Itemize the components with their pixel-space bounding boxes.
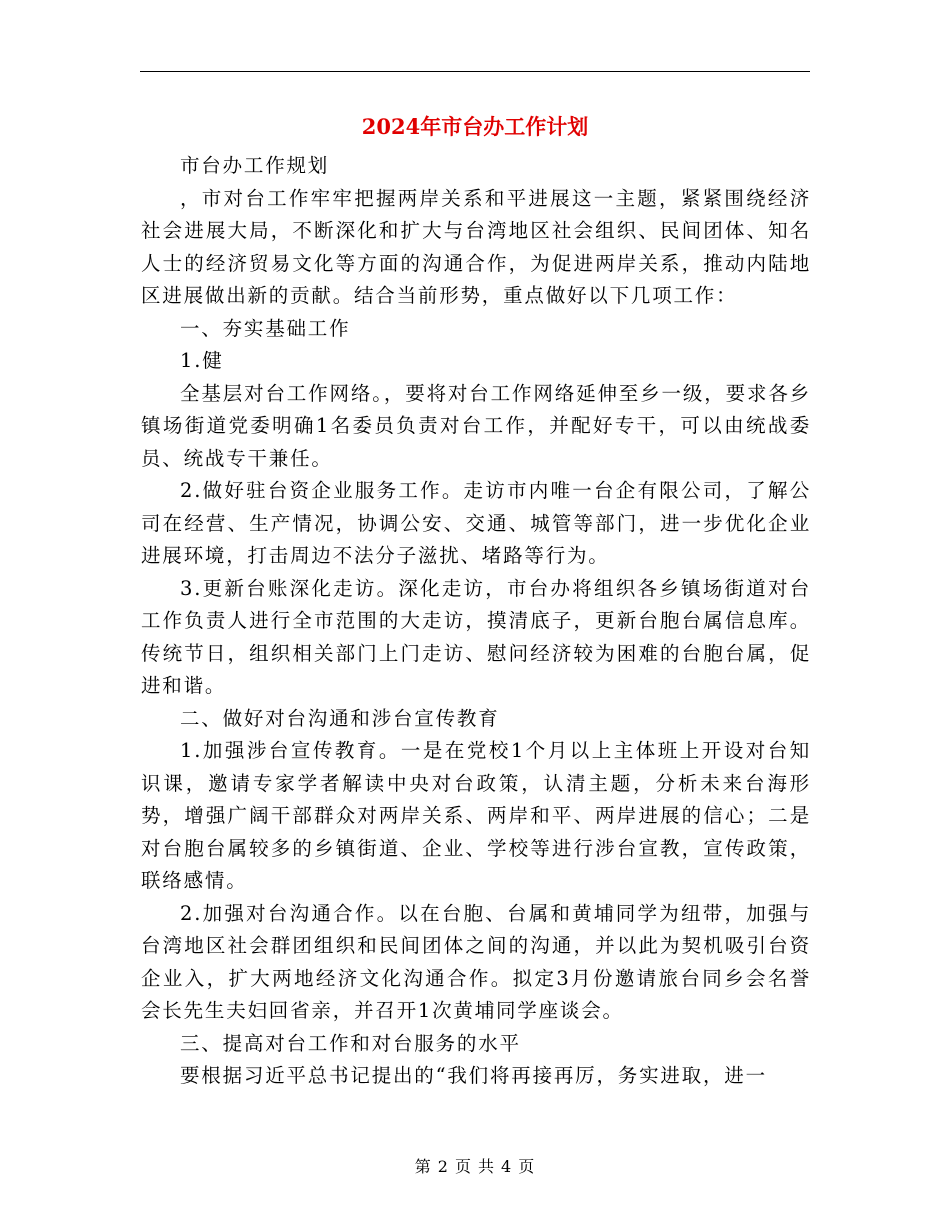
footer-middle: 页 共 [454, 1157, 496, 1176]
footer-suffix: 页 [518, 1157, 536, 1176]
body-paragraph: 全基层对台工作网络。，要将对台工作网络延伸至乡一级，要求各乡镇场街道党委明确1名委员负责对台工作，并配好专干，可以由统战委员、统战专干兼任。 [141, 381, 811, 470]
footer-prefix: 第 [414, 1157, 432, 1176]
body-paragraph: 2.加强对台沟通合作。以在台胞、台属和黄埔同学为纽带，加强与台湾地区社会群团组织和民间团体之间的沟通，并以此为契机吸引台资企业入，扩大两地经济文化沟通合作。拟定3月份邀请旅台同乡会名誉会长先生夫妇回省亲，并召开1次黄埔同学座谈会。 [141, 901, 811, 1022]
body-paragraph: 3.更新台账深化走访。深化走访，市台办将组织各乡镇场街道对台工作负责人进行全市范围的大走访，摸清底子，更新台胞台属信息库。传统节日，组织相关部门上门走访、慰问经济较为困难的台胞台属，促进和谐。 [141, 576, 811, 697]
item-heading-1-1: 1.健 [180, 349, 224, 372]
section-heading-1: 一、夯实基础工作 [180, 316, 351, 340]
footer-total-pages: 4 [501, 1157, 513, 1176]
body-paragraph: 2.做好驻台资企业服务工作。走访市内唯一台企有限公司，了解公司在经营、生产情况，协调公安、交通、城管等部门，进一步优化企业进展环境，打击周边不法分子滋扰、堵路等行为。 [141, 479, 811, 567]
section-heading-2: 二、做好对台沟通和涉台宣传教育 [180, 706, 500, 730]
footer-current-page: 2 [437, 1157, 449, 1176]
document-title: 2024年市台办工作计划 [361, 114, 589, 139]
header-rule [140, 71, 810, 72]
page-footer [0, 1154, 950, 1177]
body-paragraph: 1.加强涉台宣传教育。一是在党校1个月以上主体班上开设对台知识课，邀请专家学者解读中央对台政策，认清主题，分析未来台海形势，增强广阔干部群众对两岸关系、两岸和平、两岸进展的信心；二是对台胞台属较多的乡镇街道、企业、学校等进行涉台宣教，宣传政策，联络感情。 [141, 739, 811, 892]
section-heading-3: 三、提高对台工作和对台服务的水平 [180, 1031, 521, 1055]
body-paragraph: 要根据习近平总书记提出的“我们将再接再厉，务实进取，进一 [180, 1064, 767, 1087]
intro-paragraph: ，市对台工作牢牢把握两岸关系和平进展这一主题，紧紧围绕经济社会进展大局，不断深化和扩大与台湾地区社会组织、民间团体、知名人士的经济贸易文化等方面的沟通合作，为促进两岸关系，推动内陆地区进展做出新的贡献。结合当前形势，重点做好以下几项工作： [141, 186, 811, 307]
document-body [141, 150, 811, 1093]
subtitle-paragraph: 市台办工作规划 [180, 154, 330, 177]
